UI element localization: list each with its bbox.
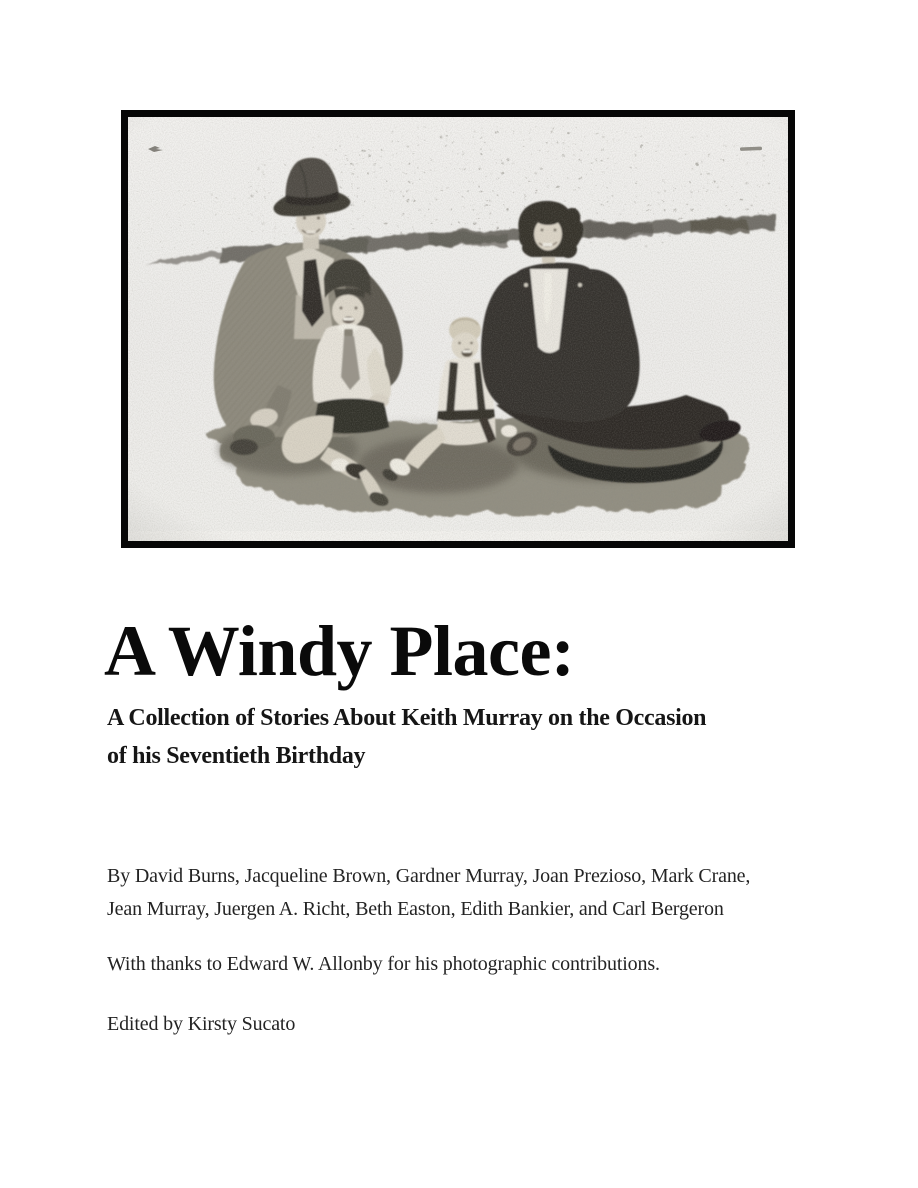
family-photo-frame — [121, 110, 795, 548]
acknowledgement-line: With thanks to Edward W. Allonby for his photographic contributions. — [107, 953, 660, 975]
byline-line-1: By David Burns, Jacqueline Brown, Gardner Murray, Joan Prezioso, Mark Crane, — [107, 865, 751, 887]
byline-line-2: Jean Murray, Juergen A. Richt, Beth Easton, Edith Bankier, and Carl Bergeron — [107, 898, 724, 920]
subtitle-line-2: of his Seventieth Birthday — [107, 743, 366, 769]
authors-byline — [107, 860, 750, 926]
page-title: A Windy Place: — [104, 611, 575, 691]
vignette — [128, 117, 788, 541]
family-photo — [128, 117, 788, 541]
book-subtitle — [107, 699, 706, 775]
editor-credit-line: Edited by Kirsty Sucato — [107, 1013, 296, 1035]
subtitle-line-1: A Collection of Stories About Keith Murray on the Occasion — [107, 705, 707, 731]
